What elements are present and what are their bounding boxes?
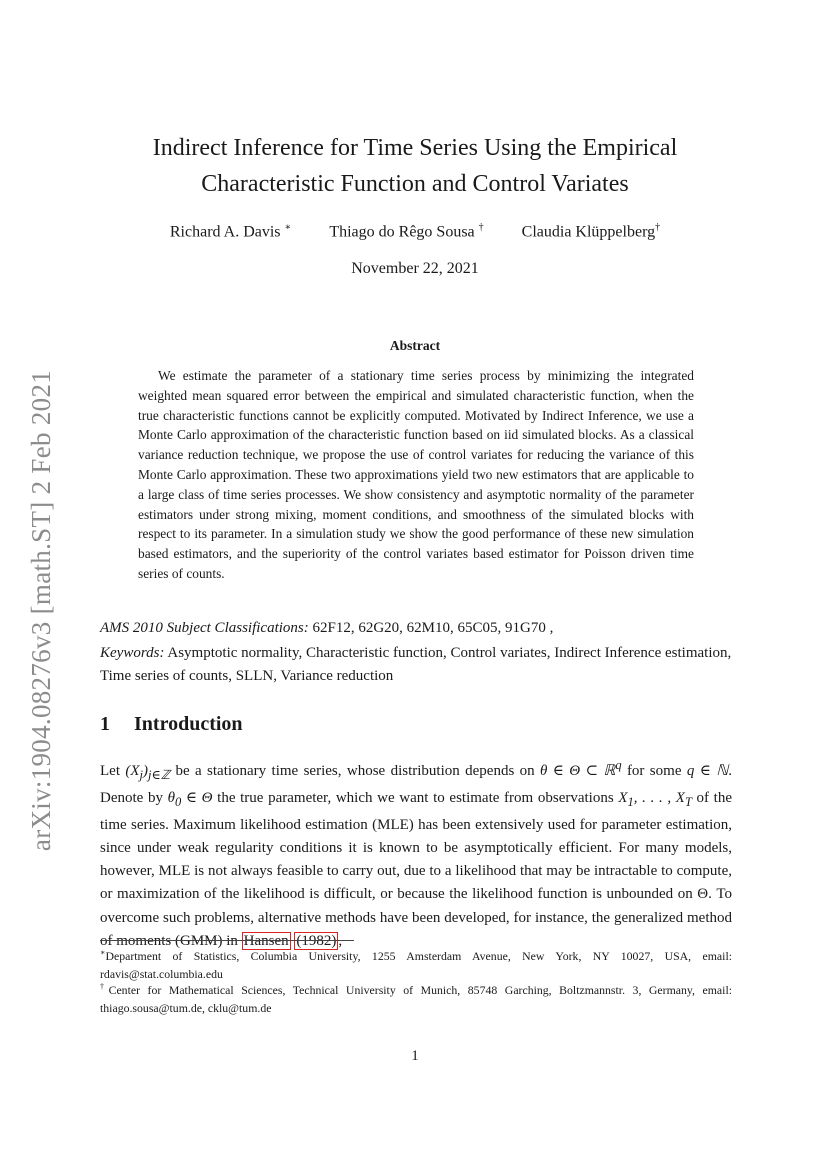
footnote-text: Center for Mathematical Sciences, Technical University of Munich, 85748 Garching, Boltzmannstr. 3, Germany, email: thiago.sousa@tum.de, cklu@tum.de [100,982,732,1016]
title-line-2: Characteristic Function and Control Variates [201,171,629,197]
keywords [100,642,732,687]
ams-label: AMS 2010 Subject Classifications: [100,620,309,636]
abstract-heading: Abstract [389,338,441,353]
math-process: $(X_j)_{j\in ℤ}$ [125,763,171,782]
section-title: Introduction [134,713,243,735]
paper-title [100,130,730,202]
abstract-text: We estimate the parameter of a stationary time series process by minimizing the integrated weighted mean squared error between the empirical and simulated characteristic function, when the true characteristic functions cannot be explicitly computed. Motivated by Indirect Inference, we use a Monte Carlo approximation of the characteristic function based on iid simulated blocks. As a classical variance reduction technique, we propose the use of control variates for reducing the variance of this Monte Carlo approximation. These two approximations yield two new estimators that are applicable to a large class of time series processes. We show consistency and asymptotic normality of the parameter estimators under strong mixing, moment conditions, and smoothness of the simulated blocks with respect to its parameter. In a simulation study we show the good performance of these new simulation based estimators, and the superiority of the control variates based estimator for Poisson driven time series of counts. [138,368,694,581]
arxiv-identifier: arXiv:1904.08276v3 [math.ST] 2 Feb 2021 [26,369,57,851]
author-name: Claudia Klüppelberg [521,223,656,241]
math-parameter-space: θ ∈ Θ ⊂ ℝ$^q$ [540,758,622,779]
page-number: 1 [411,1048,419,1064]
author [329,222,483,241]
keywords-label: Keywords: [100,645,165,661]
ams-classification [100,620,732,637]
section-heading [100,713,243,736]
footnote-mark: † [100,982,109,991]
citation-year-link[interactable]: (1982) [296,932,337,949]
section-number: 1 [100,713,110,735]
citation-link[interactable]: Hansen [243,932,289,949]
ams-codes: 62F12, 62G20, 62M10, 65C05, 91G70 , [312,620,554,636]
author-mark: ∗ [284,222,292,233]
math-true-param: $\theta_0$ ∈ Θ [167,790,213,810]
title-line-1: Indirect Inference for Time Series Using the Empirical [152,135,678,161]
footnote-2 [100,978,732,1018]
arxiv-identifier-stamp [22,360,62,860]
footnote-text: Department of Statistics, Columbia University, 1255 Amsterdam Avenue, New York, NY 10027, USA, email: rdavis@stat.columbia.edu [100,948,732,982]
footnote-divider [100,940,354,941]
author-name: Thiago do Rêgo Sousa [329,223,475,241]
author-list [100,222,730,241]
author-mark: † [655,222,661,233]
math-observations: $X_1$, . . . , $X_T$ [618,790,692,810]
author-mark: † [478,222,484,233]
footnote-mark: ∗ [100,948,106,957]
author [522,222,660,241]
math-q: q ∈ ℕ [686,763,729,779]
intro-paragraph: Let $(X_j)_{j\in ℤ}$ be a stationary time series, whose distribution depends on θ ∈ Θ ⊂ ℝ$^q$ for some q ∈ ℕ. Denote by $\theta_0$ ∈ Θ the true parameter, which we want to estimate from observations $X_1$, . . . , $X_T$ of the time series. Maximum likelihood estimation (MLE) has been extensively used for parameter estimation, since under weak regularity conditions it is known to be asymptotically efficient. For many models, however, MLE is not always feasible to carry out, due to a likelihood that may be intractable to compute, or maximization of the likelihood is difficult, or because the likelihood function is unbounded on Θ. To overcome such problems, alternative methods have been developed, for instance, the generalized method of moments (GMM) in Hansen (1982) , [100,758,733,949]
author-name: Richard A. Davis [169,223,281,241]
publication-date: November 22, 2021 [351,260,479,277]
author [170,222,291,241]
keywords-text: Asymptotic normality, Characteristic function, Control variates, Indirect Inference estimation, Time series of counts, SLLN, Variance reduction [100,645,732,684]
